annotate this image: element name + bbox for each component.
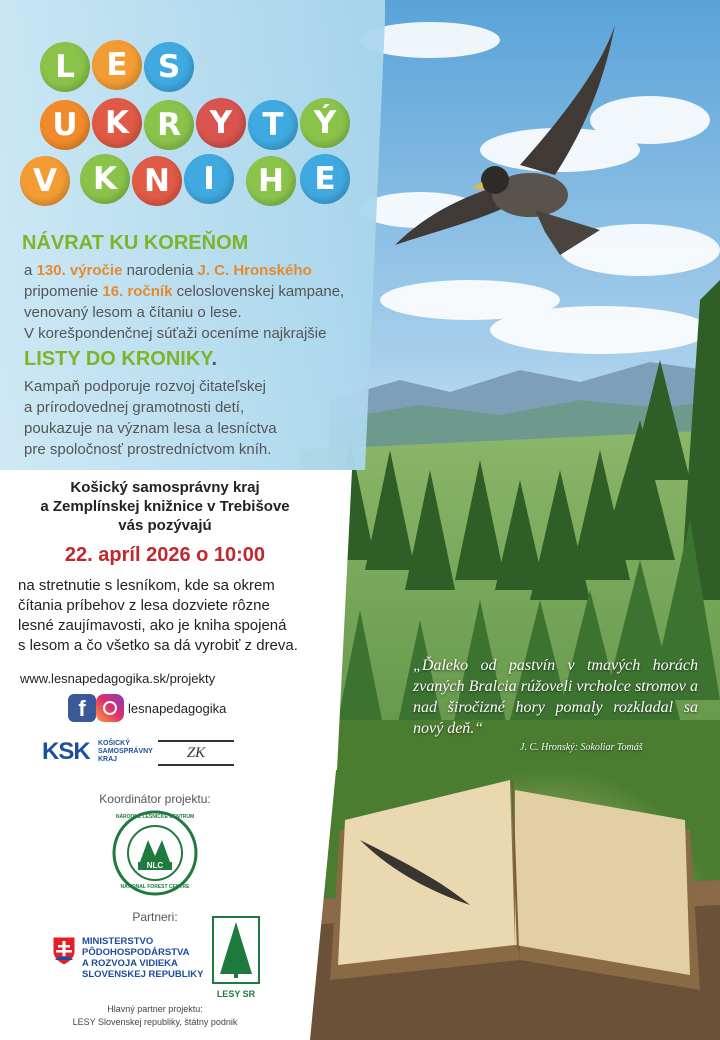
title-letter: T: [248, 100, 298, 150]
nlc-top-text: NÁRODNÉ LESNÍCKE CENTRUM: [115, 814, 195, 820]
social-row: [68, 692, 268, 726]
intro-line-1: a 130. výročie narodenia J. C. Hronského: [24, 262, 312, 279]
intro-line-3: venovaný lesom a čítaniu o lese.: [24, 304, 242, 321]
website-link[interactable]: www.lesnapedagogika.sk/projekty: [20, 671, 216, 686]
title-letter: Y: [196, 98, 246, 148]
coordinator-label: Koordinátor projektu:: [99, 792, 211, 806]
campaign-line: Kampaň podporuje rozvoj čitateľskej: [24, 378, 267, 395]
title-letter: V: [20, 156, 70, 206]
nlc-logo: [112, 810, 198, 896]
title-letter: I: [184, 154, 234, 204]
details-line: čítania príbehov z lesa dozviete rôzne: [18, 597, 270, 614]
title-letter: H: [246, 156, 296, 206]
title-letter: K: [80, 154, 130, 204]
intro-text: [24, 260, 364, 344]
intro-line-2: pripomenie 16. ročník celoslovenskej kampane,: [24, 283, 345, 300]
intro-line-4: V korešpondenčnej súťaži oceníme najkrajšie: [24, 325, 327, 342]
title-letter: Ý: [300, 98, 350, 148]
nlc-bottom-text: NATIONAL FOREST CENTRE: [120, 884, 190, 890]
ministry-line: MINISTERSTVO: [82, 936, 154, 947]
main-partner-label: Hlavný partner projektu:: [107, 1004, 203, 1014]
book-quote: „Ďaleko od pastvín v tmavých horách zvaných Bralcia rúžoveli vrcholce stromov a nad širočizné hory pomaly rozkladal sa nový deň.“: [413, 657, 698, 737]
title-letter: S: [144, 42, 194, 92]
title-letter: N: [132, 156, 182, 206]
main-partner-name: LESY Slovenskej republiky, štátny podnik: [72, 1017, 238, 1027]
invitation: [0, 478, 330, 535]
invitation-line: Košický samosprávny kraj: [70, 479, 260, 496]
ksk-line: SAMOSPRÁVNY: [98, 748, 153, 755]
lesy-tree-icon: [212, 916, 260, 984]
lesy-sr-logo: [212, 916, 260, 999]
ministry-line: PÔDOHOSPODÁRSTVA: [82, 947, 190, 958]
campaign-line: poukazuje na význam lesa a lesníctva: [24, 420, 277, 437]
title-letter: E: [300, 154, 350, 204]
contest-title: [24, 348, 217, 371]
ksk-logo-letters: KSK: [42, 738, 90, 765]
library-logo: [158, 740, 234, 766]
slovak-coat-of-arms-icon: [52, 936, 76, 966]
title-letter: K: [92, 98, 142, 148]
campaign-line: a prírodovednej gramotnosti detí,: [24, 399, 245, 416]
instagram-icon[interactable]: [96, 694, 124, 722]
title-letter: L: [40, 42, 90, 92]
campaign-description: [24, 376, 354, 460]
library-logo-text: ZK: [186, 745, 206, 761]
social-handle[interactable]: lesnapedagogika: [128, 701, 227, 716]
title-letter: E: [92, 40, 142, 90]
ksk-line: KRAJ: [98, 756, 118, 763]
event-date: 22. apríl 2026 o 10:00: [64, 544, 266, 566]
details-line: s lesom a čo všetko sa dá vyrobiť z dreva.: [18, 637, 298, 654]
contest-title-dot: .: [211, 348, 217, 370]
details-line: na stretnutie s lesníkom, kde sa okrem: [18, 577, 275, 594]
title-letter: R: [144, 100, 194, 150]
nlc-mark: NLC: [146, 861, 164, 870]
facebook-icon[interactable]: f: [68, 694, 96, 722]
ksk-line: KOŠICKÝ: [98, 740, 130, 747]
ministry-line: A ROZVOJA VIDIEKA: [82, 958, 178, 969]
campaign-line: pre spoločnosť prostredníctvom kníh.: [24, 441, 272, 458]
partners-label: Partneri:: [132, 910, 178, 924]
invitation-line: a Zemplínskej knižnice v Trebišove: [40, 498, 290, 515]
title-letter: U: [40, 100, 90, 150]
ministry-line: SLOVENSKEJ REPUBLIKY: [82, 969, 204, 980]
details-line: lesné zaujímavosti, ako je kniha spojená: [18, 617, 287, 634]
ksk-logo: [42, 738, 152, 768]
quote-author: J. C. Hronský: Sokoliar Tomáš: [520, 742, 643, 753]
contest-title-text: LISTY DO KRONIKY: [24, 348, 212, 370]
event-details: [18, 576, 338, 656]
section-heading: NÁVRAT KU KOREŇOM: [22, 232, 249, 254]
lesy-sr-text: LESY SR: [216, 989, 256, 999]
ministry-logo: [52, 934, 212, 988]
invitation-line: vás pozývajú: [118, 517, 212, 534]
